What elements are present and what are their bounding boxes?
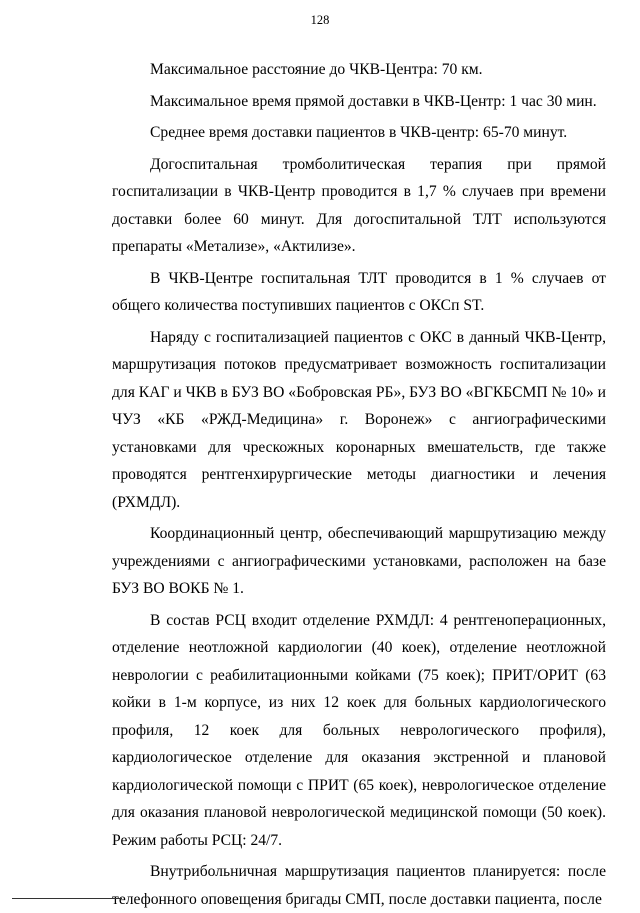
paragraph-rsc-structure: В состав РСЦ входит отделение РХМДЛ: 4 рентгеноперационных, отделение неотложной кардиологии (40 коек), отделение неотложной неврологии с реабилитационными койками (75 коек); ПРИТ/ОРИТ (63 койки в 1-м корпусе, из них 12 коек для больных кардиологического профиля, 12 коек для больных неврологического профиля), кардиологическое отделение для оказания экстренной и плановой кардиологической помощи с ПРИТ (65 коек), неврологическое отделение для оказания плановой неврологической медицинской помощи (50 коек). Режим работы РСЦ: 24/7.	[112, 611, 606, 849]
paragraph-prehospital-tlt: Догоспитальная тромболитическая терапия при прямой госпитализации в ЧКВ-Центр проводится в 1,7 % случаев при времени доставки более 60 минут. Для догоспитальной ТЛТ используются препараты «Метализе», «Актилизе».	[112, 155, 606, 255]
paragraph-max-delivery-time: Максимальное время прямой доставки в ЧКВ-Центр: 1 час 30 мин.	[150, 92, 597, 110]
page-number: 128	[310, 13, 330, 27]
footer-rule	[12, 898, 122, 899]
paragraph-max-distance: Максимальное расстояние до ЧКВ-Центра: 70 км.	[150, 61, 483, 78]
paragraph-inhospital-routing: Внутрибольничная маршрутизация пациентов планируется: после телефонного оповещения бригады СМП, после доставки пациента, после	[112, 863, 606, 908]
paragraph-hospital-tlt: В ЧКВ-Центре госпитальная ТЛТ проводится в 1 % случаев от общего количества поступивших пациентов с ОКСп ST.	[112, 269, 606, 314]
paragraph-routing: Наряду с госпитализацией пациентов с ОКС в данный ЧКВ-Центр, маршрутизация потоков предусматривает возможность госпитализации для КАГ и ЧКВ в БУЗ ВО «Бобровская РБ», БУЗ ВО «ВГКБСМП № 10» и ЧУЗ «КБ «РЖД-Медицина» г. Воронеж» с ангиографическими установками для чрескожных коронарных вмешательств, где также проводятся рентгенхирургические методы диагностики и лечения (РХМДЛ).	[112, 328, 606, 511]
document-body	[112, 56, 606, 913]
paragraph-avg-delivery-time: Среднее время доставки пациентов в ЧКВ-центр: 65-70 минут.	[150, 124, 568, 141]
paragraph-coordination-center: Координационный центр, обеспечивающий маршрутизацию между учреждениями с ангиографическими установками, расположен на базе БУЗ ВО ВОКБ № 1.	[112, 525, 606, 597]
